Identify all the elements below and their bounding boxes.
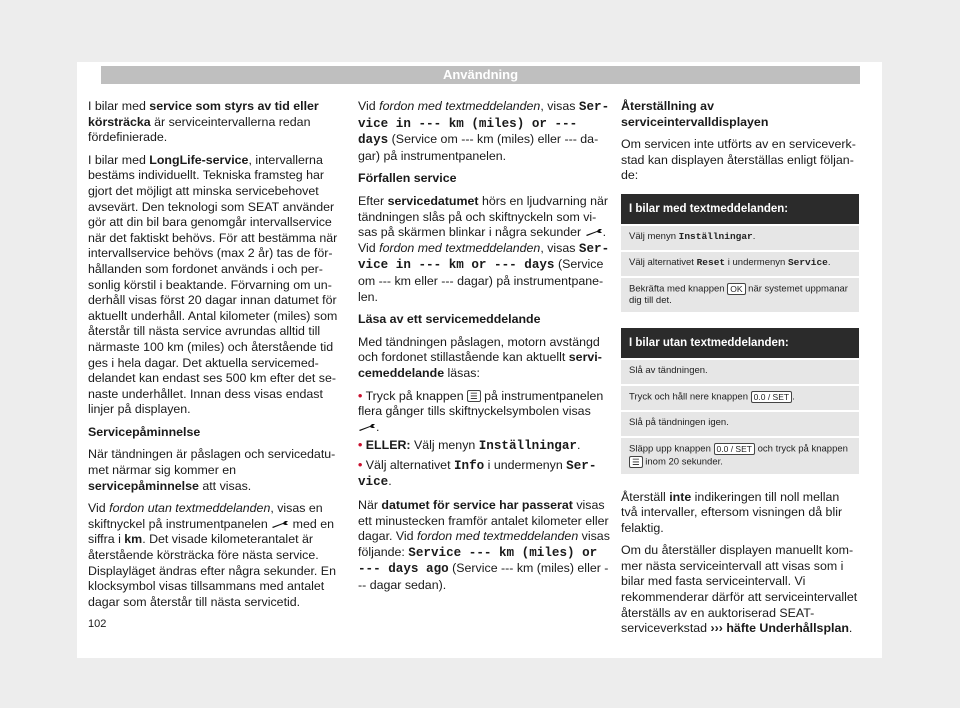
table-row: Tryck och håll nere knappen 0.0 / SET .: [621, 384, 859, 410]
table-row: Välj alternativet Reset i undermenyn Service.: [621, 250, 859, 276]
column-1: [88, 99, 340, 617]
set-button-icon: 0.0 / SET: [751, 391, 792, 403]
wrench-icon: [358, 423, 376, 432]
wrench-icon: [271, 520, 289, 529]
cross-reference-arrow: ›››: [710, 621, 723, 636]
bullet-item: • ELLER: Välj menyn Inställningar.: [358, 438, 581, 454]
instruction-table: [621, 328, 859, 473]
table-row: Slå på tändningen igen.: [621, 410, 859, 436]
heading: Servicepåminnelse: [88, 424, 201, 439]
menu-button-icon: ☰: [467, 390, 481, 402]
wrench-icon: [585, 228, 603, 237]
column-2: [358, 99, 610, 601]
table-header: I bilar utan textmeddelanden:: [621, 328, 859, 358]
column-3: [621, 99, 859, 644]
table-row: Bekräfta med knappen OK när systemet uppmanar dig till det.: [621, 276, 859, 313]
paragraph: När tändningen är påslagen och servicedatumet närmar sig kommer en servicepåminnelse att visas.: [88, 447, 336, 493]
cross-reference-link[interactable]: häfte Underhållsplan: [722, 621, 849, 636]
paragraph: När datumet för service har passerat visas ett minustecken framför antalet kilometer eller dagar. Vid fordon med textmeddelanden visas följande: Service --- km (miles) or --- days ago (Service --- km (miles) eller --- dagar sedan).: [358, 498, 610, 593]
table-row: Släpp upp knappen 0.0 / SET och tryck på knappen ☰ inom 20 sekunder.: [621, 436, 859, 473]
heading: Läsa av ett servicemeddelande: [358, 312, 541, 327]
table-row: Slå av tändningen.: [621, 358, 859, 384]
section-header: Användning: [101, 66, 860, 84]
paragraph: I bilar med LongLife-service, intervallerna bestäms individuellt. Tekniska framsteg har gjort det möjligt att minska servicebehovet avsevärt. Den teknologi som SEAT använder gör att din bil bara genomgår intervallservice när det faktiskt behövs. För att bestämma när intervallservice behövs (max 2 år) tas de förhållanden som fordonet används i och personlig körstil i beaktande. Förvarning om underhåll visas först 20 dagar innan datumet för aktuellt underhåll. Antal kilometer (miles) som återstår till nästa service avrundas alltid till närmaste 100 km (miles) och återstående tid ges i hela dagar. Det aktuella servicemeddelandet kan endast ses 500 km efter det senaste underhållet. Innan dess visas endast linjer på displayen.: [88, 152, 338, 417]
menu-button-icon: ☰: [629, 456, 643, 468]
paragraph: I bilar med service som styrs av tid eller körsträcka är serviceintervallerna redan fördefinierade.: [88, 99, 319, 145]
bullet-item: • Välj alternativet Info i undermenyn Service.: [358, 457, 597, 490]
instruction-table: [621, 194, 859, 313]
paragraph: Efter servicedatumet hörs en ljudvarning när tändningen slås på och skiftnyckeln som visas på skärmen blinkar i några sekunder . Vid fordon med textmeddelanden, visas Service in --- km or --- days (Service om --- km eller --- dagar) på instrumentpanelen.: [358, 193, 610, 304]
paragraph: Återställ inte indikeringen till noll mellan två intervaller, eftersom visningen då blir felaktig.: [621, 489, 843, 535]
paragraph: Om du återställer displayen manuellt kommer nästa serviceintervall att visas som i bilar med fasta serviceintervall. Vi rekommenderar därför att serviceintervallet återställs av en auktoriserad SEAT-serviceverkstad ››› häfte Underhållsplan.: [621, 543, 858, 636]
ok-button-icon: OK: [727, 283, 745, 295]
paragraph: Med tändningen påslagen, motorn avstängd och fordonet stillastående kan aktuellt servicemeddelande läsas:: [358, 334, 602, 380]
page-number: 102: [88, 618, 107, 630]
heading: Förfallen service: [358, 171, 457, 186]
paragraph: Vid fordon med textmeddelanden, visas Service in --- km (miles) or --- days (Service om --- km (miles) eller --- dagar) på instrumentpanelen.: [358, 99, 610, 163]
table-row: Välj menyn Inställningar.: [621, 224, 859, 250]
bullet-item: • Tryck på knappen ☰ på instrumentpanelen flera gånger tills skiftnyckelsymbolen visas .: [358, 388, 604, 434]
set-button-icon: 0.0 / SET: [714, 443, 755, 455]
paragraph: Om servicen inte utförts av en serviceverkstad kan displayen återställas enligt följande:: [621, 137, 856, 183]
table-header: I bilar med textmeddelanden:: [621, 194, 859, 224]
paragraph: Vid fordon utan textmeddelanden, visas en skiftnyckel på instrumentpanelen med en siffra i km. Det visade kilometerantalet är återstående körsträcka före nästa service. Displayläget ändras efter några sekunder. En klocksymbol visas tillsammans med antalet dagar som återstår till nästa servicetid.: [88, 501, 336, 609]
heading: Återställning av serviceintervalldisplayen: [621, 99, 769, 129]
